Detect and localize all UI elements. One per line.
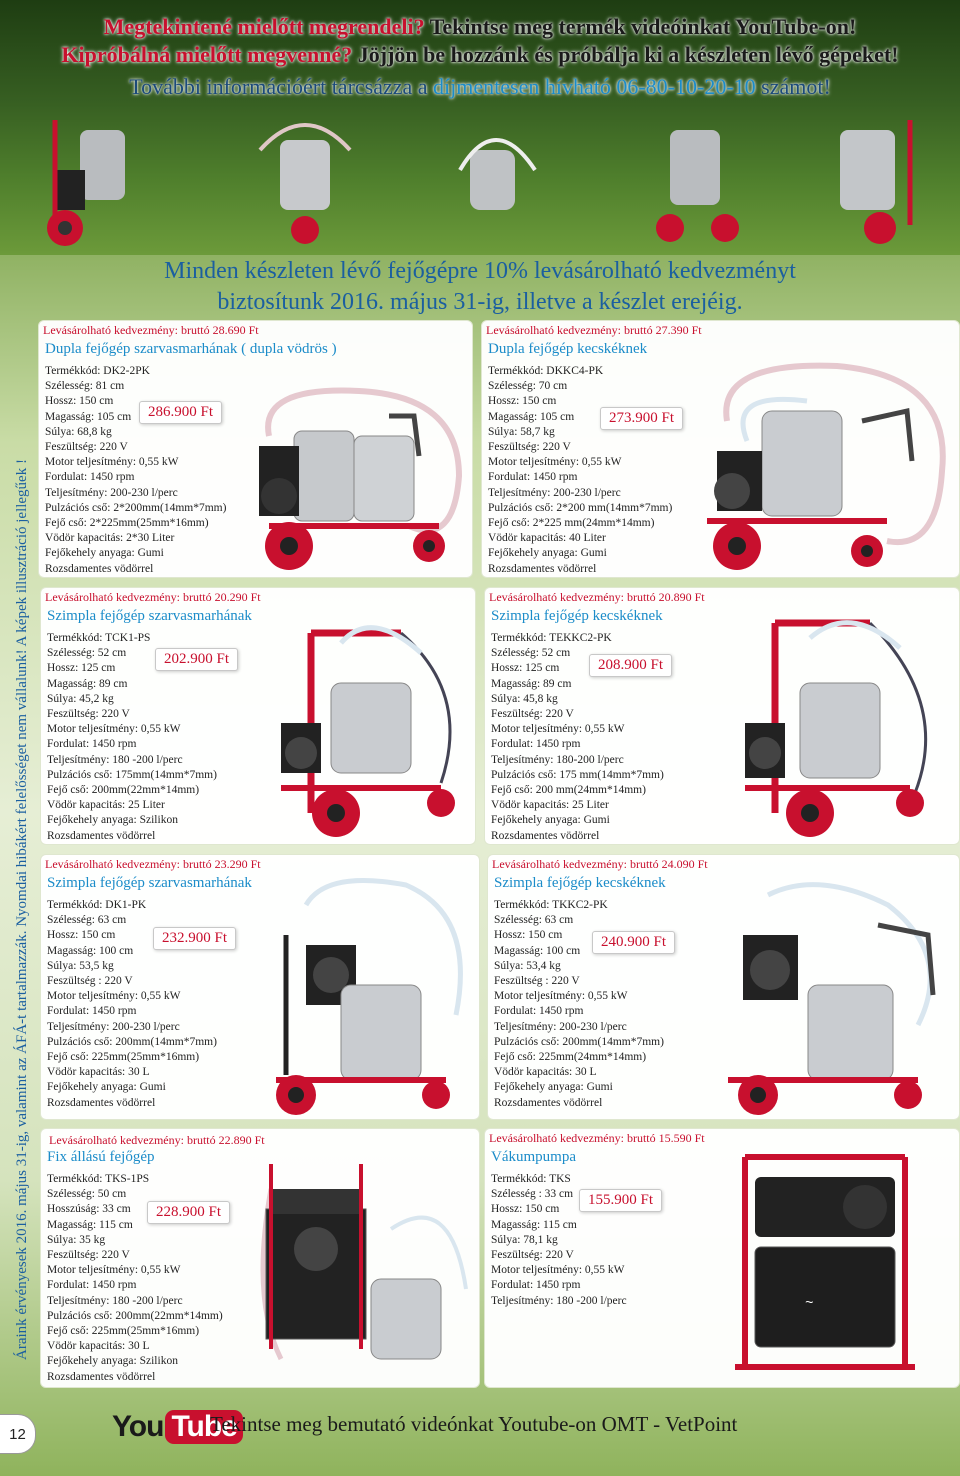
spec-line: Fejő cső: 225mm(25mm*16mm) <box>47 1325 200 1338</box>
spec-line: Súlya: 68,8 kg <box>45 425 112 438</box>
spec-line: Vödör kapacitás: 30 L <box>47 1066 150 1079</box>
spec-line: Hosszúság: 33 cm <box>47 1203 131 1216</box>
spec-line: Pulzációs cső: 200mm(14mm*7mm) <box>47 1035 217 1048</box>
spec-line: Feszültség: 220 V <box>491 1249 574 1262</box>
spec-line: Pulzációs cső: 175 mm(14mm*7mm) <box>491 768 664 781</box>
product-card <box>40 587 476 845</box>
product-title: Szimpla fejőgép kecskéknek <box>491 608 663 624</box>
spec-line: Vödör kapacitás: 25 Liter <box>491 799 609 812</box>
spec-line: Teljesítmény: 200-230 l/perc <box>494 1020 627 1033</box>
double-goat-milking-machine-image <box>687 351 957 576</box>
spec-line: Fejőkehely anyaga: Szilikon <box>47 1355 178 1368</box>
spec-line: Magasság: 105 cm <box>45 410 132 423</box>
discount-text: Levásárolható kedvezmény: bruttó 20.890 Ft <box>489 590 705 604</box>
price-tag: 232.900 Ft <box>153 927 236 950</box>
banner-machine-image <box>820 110 930 250</box>
spec-line: Hossz: 150 cm <box>488 395 557 408</box>
spec-line: Vödör kapacitás: 25 Liter <box>47 799 165 812</box>
banner-line-2-dark: Jöjjön be hozzánk és próbálja ki a készleten lévő gépeket! <box>352 42 899 67</box>
promo-text <box>130 256 830 318</box>
spec-line: Fejő cső: 225mm(24mm*14mm) <box>494 1051 647 1064</box>
spec-line: Termékkód: TKKC2-PK <box>494 899 608 911</box>
banner-machine-image <box>40 110 150 250</box>
spec-line: Fordulat: 1450 rpm <box>491 1279 581 1292</box>
spec-line: Magasság: 100 cm <box>494 944 581 957</box>
spec-line: Motor teljesítmény: 0,55 kW <box>45 456 179 469</box>
spec-line: Szélesség : 33 cm <box>491 1188 574 1201</box>
spec-line: Súlya: 53,4 kg <box>494 959 561 972</box>
spec-line: Teljesítmény: 180 -200 l/perc <box>491 1294 627 1307</box>
banner-line-3-a: További információért tárcsázza a <box>129 74 434 99</box>
spec-line: Magasság: 89 cm <box>491 677 572 690</box>
spec-line: Vödör kapacitás: 30 L <box>494 1066 597 1079</box>
spec-line: Feszültség: 220 V <box>488 441 571 454</box>
spec-line: Magasság: 105 cm <box>488 410 575 423</box>
spec-line: Fejőkehely anyaga: Szilikon <box>47 814 178 827</box>
spec-line: Feszültség: 220 V <box>491 708 574 721</box>
spec-line: Rozsdamentes vödörrel <box>47 829 156 842</box>
spec-line: Feszültség: 220 V <box>47 1249 130 1262</box>
banner-line-2-red: Kipróbálná mielőtt megvenné? <box>61 42 353 67</box>
spec-line: Vödör kapacitás: 30 L <box>47 1340 150 1353</box>
spec-line: Fejőkehely anyaga: Gumi <box>45 547 164 560</box>
product-title: Dupla fejőgép szarvasmarhának ( dupla vödrös ) <box>45 341 337 357</box>
spec-line: Motor teljesítmény: 0,55 kW <box>47 1264 181 1277</box>
top-banner <box>0 0 960 255</box>
product-title: Szimpla fejőgép szarvasmarhának <box>47 608 252 624</box>
spec-line: Súlya: 78,1 kg <box>491 1233 558 1246</box>
product-title: Szimpla fejőgép kecskéknek <box>494 875 666 891</box>
promo-line-1: Minden készleten lévő fejőgépre 10% levásárolható kedvezményt <box>164 258 796 284</box>
spec-line: Pulzációs cső: 200mm(14mm*7mm) <box>494 1035 664 1048</box>
discount-text: Levásárolható kedvezmény: bruttó 20.290 Ft <box>45 590 261 604</box>
spec-line: Súlya: 35 kg <box>47 1233 106 1246</box>
discount-text: Levásárolható kedvezmény: bruttó 28.690 Ft <box>43 323 259 337</box>
spec-line: Rozsdamentes vödörrel <box>488 562 597 575</box>
spec-line: Fejőkehely anyaga: Gumi <box>491 814 610 827</box>
price-tag: 155.900 Ft <box>579 1189 662 1212</box>
product-title: Vákumpumpa <box>491 1149 576 1165</box>
stationary-milking-machine-image <box>241 1149 476 1385</box>
price-tag: 273.900 Ft <box>600 407 683 430</box>
spec-line: Teljesítmény: 200-230 l/perc <box>47 1020 180 1033</box>
discount-text: Levásárolható kedvezmény: bruttó 27.390 Ft <box>486 323 702 337</box>
spec-line: Hossz: 125 cm <box>47 662 116 675</box>
banner-line-3-c: számot! <box>755 74 831 99</box>
spec-line: Fejő cső: 2*225mm(25mm*16mm) <box>45 517 209 530</box>
spec-line: Fordulat: 1450 rpm <box>47 1279 137 1292</box>
product-title: Szimpla fejőgép szarvasmarhának <box>47 875 252 891</box>
spec-line: Szélesség: 63 cm <box>494 914 574 927</box>
spec-line: Szélesség: 70 cm <box>488 380 568 393</box>
price-tag: 202.900 Ft <box>155 648 238 671</box>
pump-brand-logo: ~ <box>805 1294 814 1310</box>
spec-line: Súlya: 45,2 kg <box>47 692 114 705</box>
product-title: Fix állású fejőgép <box>47 1149 155 1165</box>
spec-line: Rozsdamentes vödörrel <box>491 829 600 842</box>
spec-line: Pulzációs cső: 2*200 mm(14mm*7mm) <box>488 501 673 514</box>
spec-line: Teljesítmény: 180 -200 l/perc <box>47 753 183 766</box>
product-card <box>40 1128 480 1388</box>
spec-line: Fordulat: 1450 rpm <box>47 738 137 751</box>
spec-line: Termékkód: TKS <box>491 1173 571 1185</box>
double-milking-machine-image <box>239 376 469 576</box>
spec-line: Fejő cső: 225mm(25mm*16mm) <box>47 1051 200 1064</box>
spec-line: Szélesség: 50 cm <box>47 1188 127 1201</box>
spec-line: Fordulat: 1450 rpm <box>45 471 135 484</box>
spec-line: Motor teljesítmény: 0,55 kW <box>47 723 181 736</box>
product-card <box>38 320 473 578</box>
banner-line-1-dark: Tekintse meg termék videóinkat YouTube-on! <box>424 14 857 39</box>
spec-line: Szélesség: 52 cm <box>491 647 571 660</box>
spec-line: Pulzációs cső: 200mm(22mm*14mm) <box>47 1309 223 1322</box>
banner-phone-number: díjmentesen hívható 06-80-10-20-10 <box>433 74 756 99</box>
page-number: 12 <box>0 1414 36 1454</box>
spec-line: Rozsdamentes vödörrel <box>47 1096 156 1109</box>
footer-text: Tekintse meg bemutató videónkat Youtube-on OMT - VetPoint <box>210 1412 738 1436</box>
spec-line: Pulzációs cső: 2*200mm(14mm*7mm) <box>45 501 227 514</box>
spec-line: Termékkód: DK1-PK <box>47 899 147 911</box>
discount-text: Levásárolható kedvezmény: bruttó 23.290 Ft <box>45 857 261 871</box>
youtube-logo-tube: Tube <box>165 1410 242 1444</box>
spec-line: Fejőkehely anyaga: Gumi <box>494 1081 613 1094</box>
product-card <box>484 587 960 845</box>
spec-line: Termékkód: DKKC4-PK <box>488 365 604 377</box>
promo-line-2: biztosítunk 2016. május 31-ig, illetve a készlet erejéig. <box>217 289 743 315</box>
spec-line: Fejőkehely anyaga: Gumi <box>47 1081 166 1094</box>
youtube-logo-you: You <box>112 1410 164 1443</box>
discount-text: Levásárolható kedvezmény: bruttó 22.890 Ft <box>49 1133 265 1147</box>
spec-line: Szélesség: 63 cm <box>47 914 127 927</box>
product-card <box>40 854 480 1120</box>
spec-line: Súlya: 53,5 kg <box>47 959 114 972</box>
discount-text: Levásárolható kedvezmény: bruttó 24.090 Ft <box>492 857 708 871</box>
spec-line: Rozsdamentes vödörrel <box>494 1096 603 1109</box>
spec-line: Fejő cső: 200mm(22mm*14mm) <box>47 784 200 797</box>
spec-line: Szélesség: 52 cm <box>47 647 127 660</box>
spec-line: Magasság: 100 cm <box>47 944 134 957</box>
spec-line: Motor teljesítmény: 0,55 kW <box>491 1264 625 1277</box>
price-tag: 228.900 Ft <box>147 1201 230 1224</box>
spec-line: Rozsdamentes vödörrel <box>45 562 154 575</box>
spec-line: Hossz: 150 cm <box>491 1203 560 1216</box>
spec-line: Termékkód: TCK1-PS <box>47 632 151 644</box>
spec-line: Magasság: 115 cm <box>47 1218 133 1231</box>
single-cattle-milking-machine-image <box>246 875 476 1119</box>
spec-line: Fejőkehely anyaga: Gumi <box>488 547 607 560</box>
spec-list <box>488 364 672 577</box>
spec-line: Magasság: 89 cm <box>47 677 128 690</box>
spec-line: Rozsdamentes vödörrel <box>47 1370 156 1383</box>
banner-line-1 <box>0 14 960 40</box>
spec-line: Motor teljesítmény: 0,55 kW <box>47 990 181 1003</box>
spec-line: Fejő cső: 2*225 mm(24mm*14mm) <box>488 517 655 530</box>
spec-line: Hossz: 150 cm <box>494 929 563 942</box>
price-tag: 286.900 Ft <box>139 401 222 424</box>
spec-line: Hossz: 150 cm <box>47 929 116 942</box>
spec-line: Fordulat: 1450 rpm <box>491 738 581 751</box>
spec-line: Motor teljesítmény: 0,55 kW <box>494 990 628 1003</box>
spec-line: Fordulat: 1450 rpm <box>47 1005 137 1018</box>
spec-line: Feszültség: 220 V <box>45 441 128 454</box>
vacuum-pump-image <box>715 1147 955 1383</box>
product-card <box>484 1128 960 1388</box>
spec-line: Motor teljesítmény: 0,55 kW <box>488 456 622 469</box>
spec-line: Motor teljesítmény: 0,55 kW <box>491 723 625 736</box>
spec-list <box>494 898 664 1111</box>
spec-line: Pulzációs cső: 175mm(14mm*7mm) <box>47 768 217 781</box>
product-card <box>487 854 960 1120</box>
price-tag: 208.900 Ft <box>589 654 672 677</box>
spec-line: Teljesítmény: 200-230 l/perc <box>45 486 178 499</box>
spec-line: Fordulat: 1450 rpm <box>494 1005 584 1018</box>
discount-text: Levásárolható kedvezmény: bruttó 15.590 Ft <box>489 1131 705 1145</box>
banner-line-2 <box>0 42 960 68</box>
banner-machine-image <box>640 110 750 250</box>
spec-line: Feszültség : 220 V <box>494 975 580 988</box>
spec-line: Magasság: 115 cm <box>491 1218 577 1231</box>
price-tag: 240.900 Ft <box>592 931 675 954</box>
spec-line: Teljesítmény: 200-230 l/perc <box>488 486 621 499</box>
spec-line: Feszültség: 220 V <box>47 708 130 721</box>
spec-line: Vödör kapacitás: 2*30 Liter <box>45 532 175 545</box>
spec-line: Termékkód: TEKKC2-PK <box>491 632 612 644</box>
spec-line: Súlya: 45,8 kg <box>491 692 558 705</box>
banner-line-3 <box>0 74 960 100</box>
spec-line: Fejő cső: 200 mm(24mm*14mm) <box>491 784 646 797</box>
spec-line: Hossz: 150 cm <box>45 395 114 408</box>
spec-line: Teljesítmény: 180 -200 l/perc <box>47 1294 183 1307</box>
single-goat-milking-machine-image <box>700 603 955 843</box>
spec-line: Fordulat: 1450 rpm <box>488 471 578 484</box>
spec-line: Feszültség : 220 V <box>47 975 133 988</box>
spec-line: Termékkód: TKS-1PS <box>47 1173 150 1185</box>
spec-line: Szélesség: 81 cm <box>45 380 125 393</box>
spec-line: Súlya: 58,7 kg <box>488 425 555 438</box>
spec-line: Vödör kapacitás: 40 Liter <box>488 532 606 545</box>
single-milking-machine-image <box>241 613 473 843</box>
product-title: Dupla fejőgép kecskéknek <box>488 341 648 357</box>
banner-machine-image <box>440 110 550 250</box>
spec-line: Termékkód: DK2-2PK <box>45 365 150 377</box>
banner-line-1-red: Megtekintené mielőtt megrendeli? <box>103 14 425 39</box>
banner-machine-image <box>250 110 360 250</box>
single-goat-cart-machine-image <box>698 875 956 1119</box>
side-disclaimer: Áraink érvényesek 2016. május 31-ig, valamint az ÁFÁ-t tartalmazzák. Nyomdai hibákért felelősséget nem vállalunk! A képek illusztráció jellegűek ! <box>14 459 30 1360</box>
spec-list <box>45 364 226 577</box>
spec-line: Hossz: 125 cm <box>491 662 560 675</box>
product-card <box>481 320 960 578</box>
spec-line: Teljesítmény: 180-200 l/perc <box>491 753 624 766</box>
